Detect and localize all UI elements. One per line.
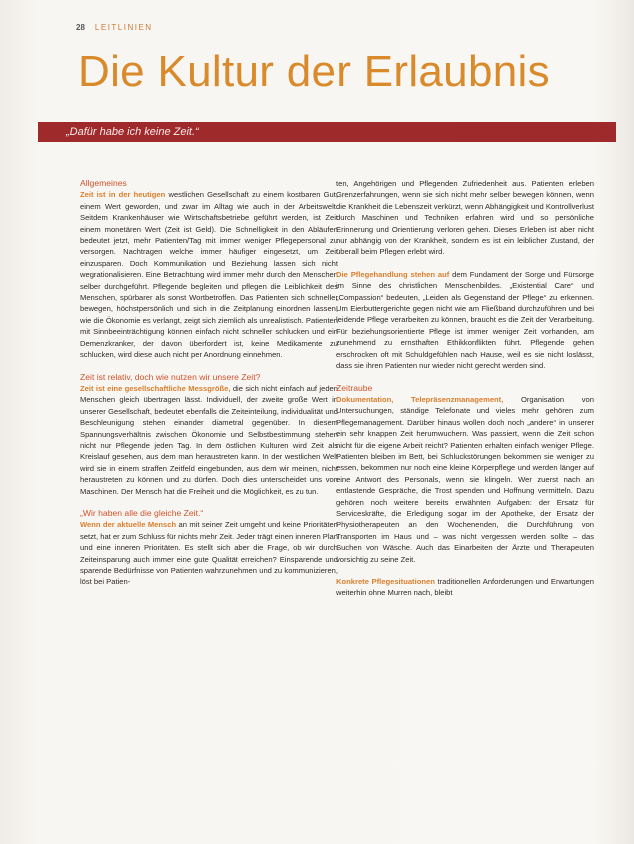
left-column	[80, 178, 338, 599]
paragraph	[336, 269, 594, 372]
right-column	[336, 178, 594, 610]
page-title: Die Kultur der Erlaubnis	[78, 47, 550, 96]
section-heading: Zeit ist relativ, doch wie nutzen wir unsere Zeit?	[80, 371, 261, 382]
section-heading: „Wir haben alle die gleiche Zeit.“	[80, 507, 204, 518]
lead-in: Dokumentation, Telepräsenzmanagement,	[336, 394, 504, 404]
section-heading: Zeitraube	[336, 382, 373, 393]
paragraph	[80, 519, 338, 587]
running-title: LEITLINIEN	[94, 23, 153, 32]
section-heading: Allgemeines	[80, 178, 127, 188]
lead-in: Konkrete Pflegesituationen	[336, 577, 435, 586]
paragraph-text: westlichen Gesellschaft zu einem kostbaren Gut, einem Wert geworden, und zwar im Alltag wie auch in der Arbeitswelt. Seitdem Krankenhäuser wie Wirtschaftsbetriebe geführt werden, ist Zeit einem monetären Wert (Zeit ist Geld). Die Schnelligkeit in den Abläufen bedeutet jetzt, mehr Patienten/Tag mit immer weniger Pflegepersonal zu versorgen. Nachtragen welche immer häufiger eingesetzt, um Zeit einzusparen. Doch Kommunikation und Beziehung lassen sich nicht wegrationalisieren. Eine Betrachtung wird immer mehr durch den Menschen selber durchgeführt. Pflegende begleiten und pflegen die Leiblichkeit des Menschen, spürbarer als sonst Wortbetroffen. Das Patienten sich schneller bewegen, höchstpersönlich und sich in die Zeitplanung einordnen lassen, wie die Ökonomie es verlangt, zeigt sich ziemlich als unrealistisch. Patienten mit Sinnbeeinträchtigung können einfach nicht schneller schlucken und ein Demenzkranker, der davon überfordert ist, keine Medikamente zu schlucken, wird diese auch nicht per Anordnung einnehmen.	[80, 190, 338, 360]
paragraph	[336, 394, 594, 565]
quote-banner: „Dafür habe ich keine Zeit.“	[38, 122, 616, 142]
paragraph-text: dem Fundament der Sorge und Fürsorge im Sinne des christlichen Menschenbildes. „Existential Care“ und „Compassion“ bedeuten, „Leiden als Gegenstand der Pflege“ zu erkennen. Um Eierbuttergerichte gegen nicht wie am Fließband durchzuführen und bei leidende Pflege verarbeiten zu können, braucht es die Zeit der Verarbeitung. Für beziehungsorientierte Pflege ist immer weniger Zeit vorhanden, am zunehmend zu ernsthaften Ethikkonflikten führt. Pflegende gehen erschrocken oft mit Schuldgefühlen nach Hause, weil es sie nicht loslässt, dass sie ihren Patienten nur wieder nicht gerecht werden sind.	[336, 269, 594, 371]
lead-in: Die Pflegehandlung stehen auf	[336, 269, 450, 279]
paragraph	[80, 383, 338, 497]
paragraph-text: ten, Angehörigen und Pflegenden Zufriedenheit aus. Patienten erleben Grenzerfahrungen, wenn sie sich nicht mehr selber bewegen können, wenn die Krankheit die Lebenszeit verkürzt, wenn Abhängigkeit und Kontrollverlust durch Maschinen und Techniken erfahren wird und so persönliche Erinnerung und Orientierung verloren gehen. Dieses Erleben ist aber nicht nur abhängig von der Krankheit, sondern es ist ein leiblicher Zustand, der überall beim Pflegen erlebt wird.	[336, 179, 594, 257]
running-header	[76, 23, 153, 32]
lead-in: Zeit ist in der heutigen	[80, 190, 166, 200]
paragraph	[80, 189, 338, 360]
page-number: 28	[76, 23, 85, 32]
paragraph	[336, 178, 594, 258]
lead-in: Zeit ist eine gesellschaftliche Messgröße,	[80, 383, 231, 393]
paragraph-text: an mit seiner Zeit umgeht und keine Prioritäten setzt, hat er zum Schluss für nichts mehr Zeit. Jeder trägt einen inneren Plan und eine inneren Prioritäten. Es stellt sich aber die Frage, ob wir durch Zeiteinsparung auch immer eine gute Qualität erreichen? Einsparende und sparende Bedürfnisse von Patienten wahrzunehmen und zu kommunizieren, löst bei Patien-	[80, 520, 338, 587]
paragraph	[336, 576, 594, 599]
paragraph-text: Organisation von Untersuchungen, ständige Telefonate und vieles mehr gehören zum Pflegemanagement. Darüber hinaus wollen doch noch „andere“ in unserer ein sehr knappen Zeit herumwuchern. Was passiert, wenn die Zeit schon nicht für die eigene Arbeit reicht? Patienten erhalten einfach weniger Pflege. Patienten bleiben im Bett, bei Schluckstörungen bekommen sie weniger zu essen, bekommen nur noch eine kleine Körperpflege und werden länger auf eine Antwort des Personals, wenn sie klingeln. Wer zuerst nach an entlastende Gespräche, die Trost spenden und Hoffnung vermitteln. Dazu gehören noch weitere bereits erwähnten Aufgaben: der Ersatz für Serviceskräfte, die Erledigung sogar im der Apotheke, der Ersatz der Physiotherapeuten an den Wochenenden, die Durchführung von Transporten im Haus und – was nicht vergessen werden sollte – das Suchen von Wäsche. Auch das Einarbeiten der Ärzte und Therapeuten vorsichtig zu seine Zeit.	[336, 394, 594, 564]
paragraph-text: traditionellen Anforderungen und Erwartungen weiterhin ohne Murren nach, bleibt	[336, 577, 594, 598]
paragraph-text: die sich nicht einfach auf jeden Menschen gleich übertragen lässt. Individuell, der zweite große Wert in unserer Gesellschaft, bedeutet ebenfalls die Zeiteinteilung, individualität und Beschleunigung stehen einander diametral gegenüber. In diesem Spannungsverhältnis zwischen Ökonomie und Selbstbestimmung stehen nicht nur Pflegende jeden Tag. In dem östlichen Kulturen wird Zeit als Kreislauf gesehen, aus dem man heraustreten kann. In der westlichen Welt wird sie in einem straffen Zeitfeld eingebunden, aus dem wir meinen, nicht heraustreten zu können und zu dürfen. Doch dies unterscheidet uns von Maschinen. Der Mensch hat die Freiheit und die Möglichkeit, es zu tun.	[80, 383, 338, 496]
lead-in: Wenn der aktuelle Mensch	[80, 520, 177, 530]
